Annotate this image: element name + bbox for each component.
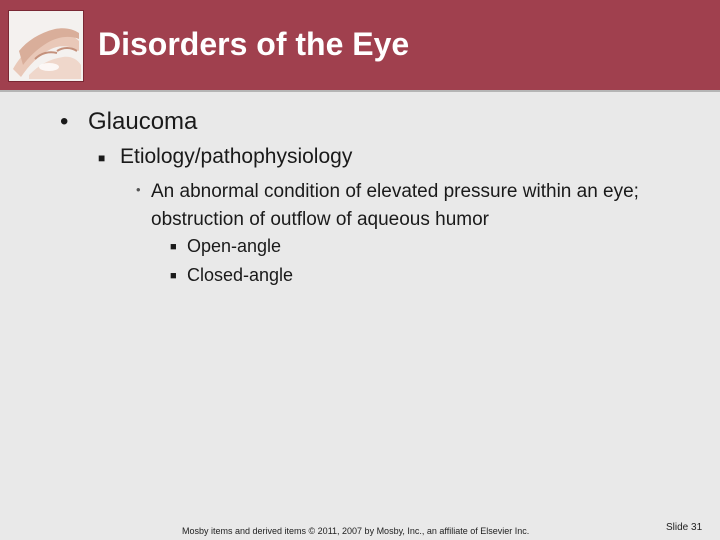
bullet-level4-closed-angle: Closed-angle (187, 265, 294, 285)
bullet-level1: Glaucoma (88, 108, 198, 135)
bullet-level4-open-angle: Open-angle (187, 236, 282, 256)
bullet-level3: An abnormal condition of elevated pressure within an eye; obstruction of outflow of aqueous humor (151, 181, 639, 230)
round-bullet-icon: • (60, 108, 69, 135)
slide-title: Disorders of the Eye (98, 26, 410, 62)
square-bullet-icon: ■ (98, 151, 106, 165)
round-bullet-icon: • (136, 182, 141, 197)
square-bullet-icon: ■ (170, 270, 177, 282)
copyright-footer: Mosby items and derived items © 2011, 2007 by Mosby, Inc., an affiliate of Elsevier Inc. (182, 526, 530, 536)
slide-number: Slide 31 (666, 522, 703, 533)
square-bullet-icon: ■ (170, 241, 177, 253)
bullet-level2: Etiology/pathophysiology (120, 145, 353, 168)
